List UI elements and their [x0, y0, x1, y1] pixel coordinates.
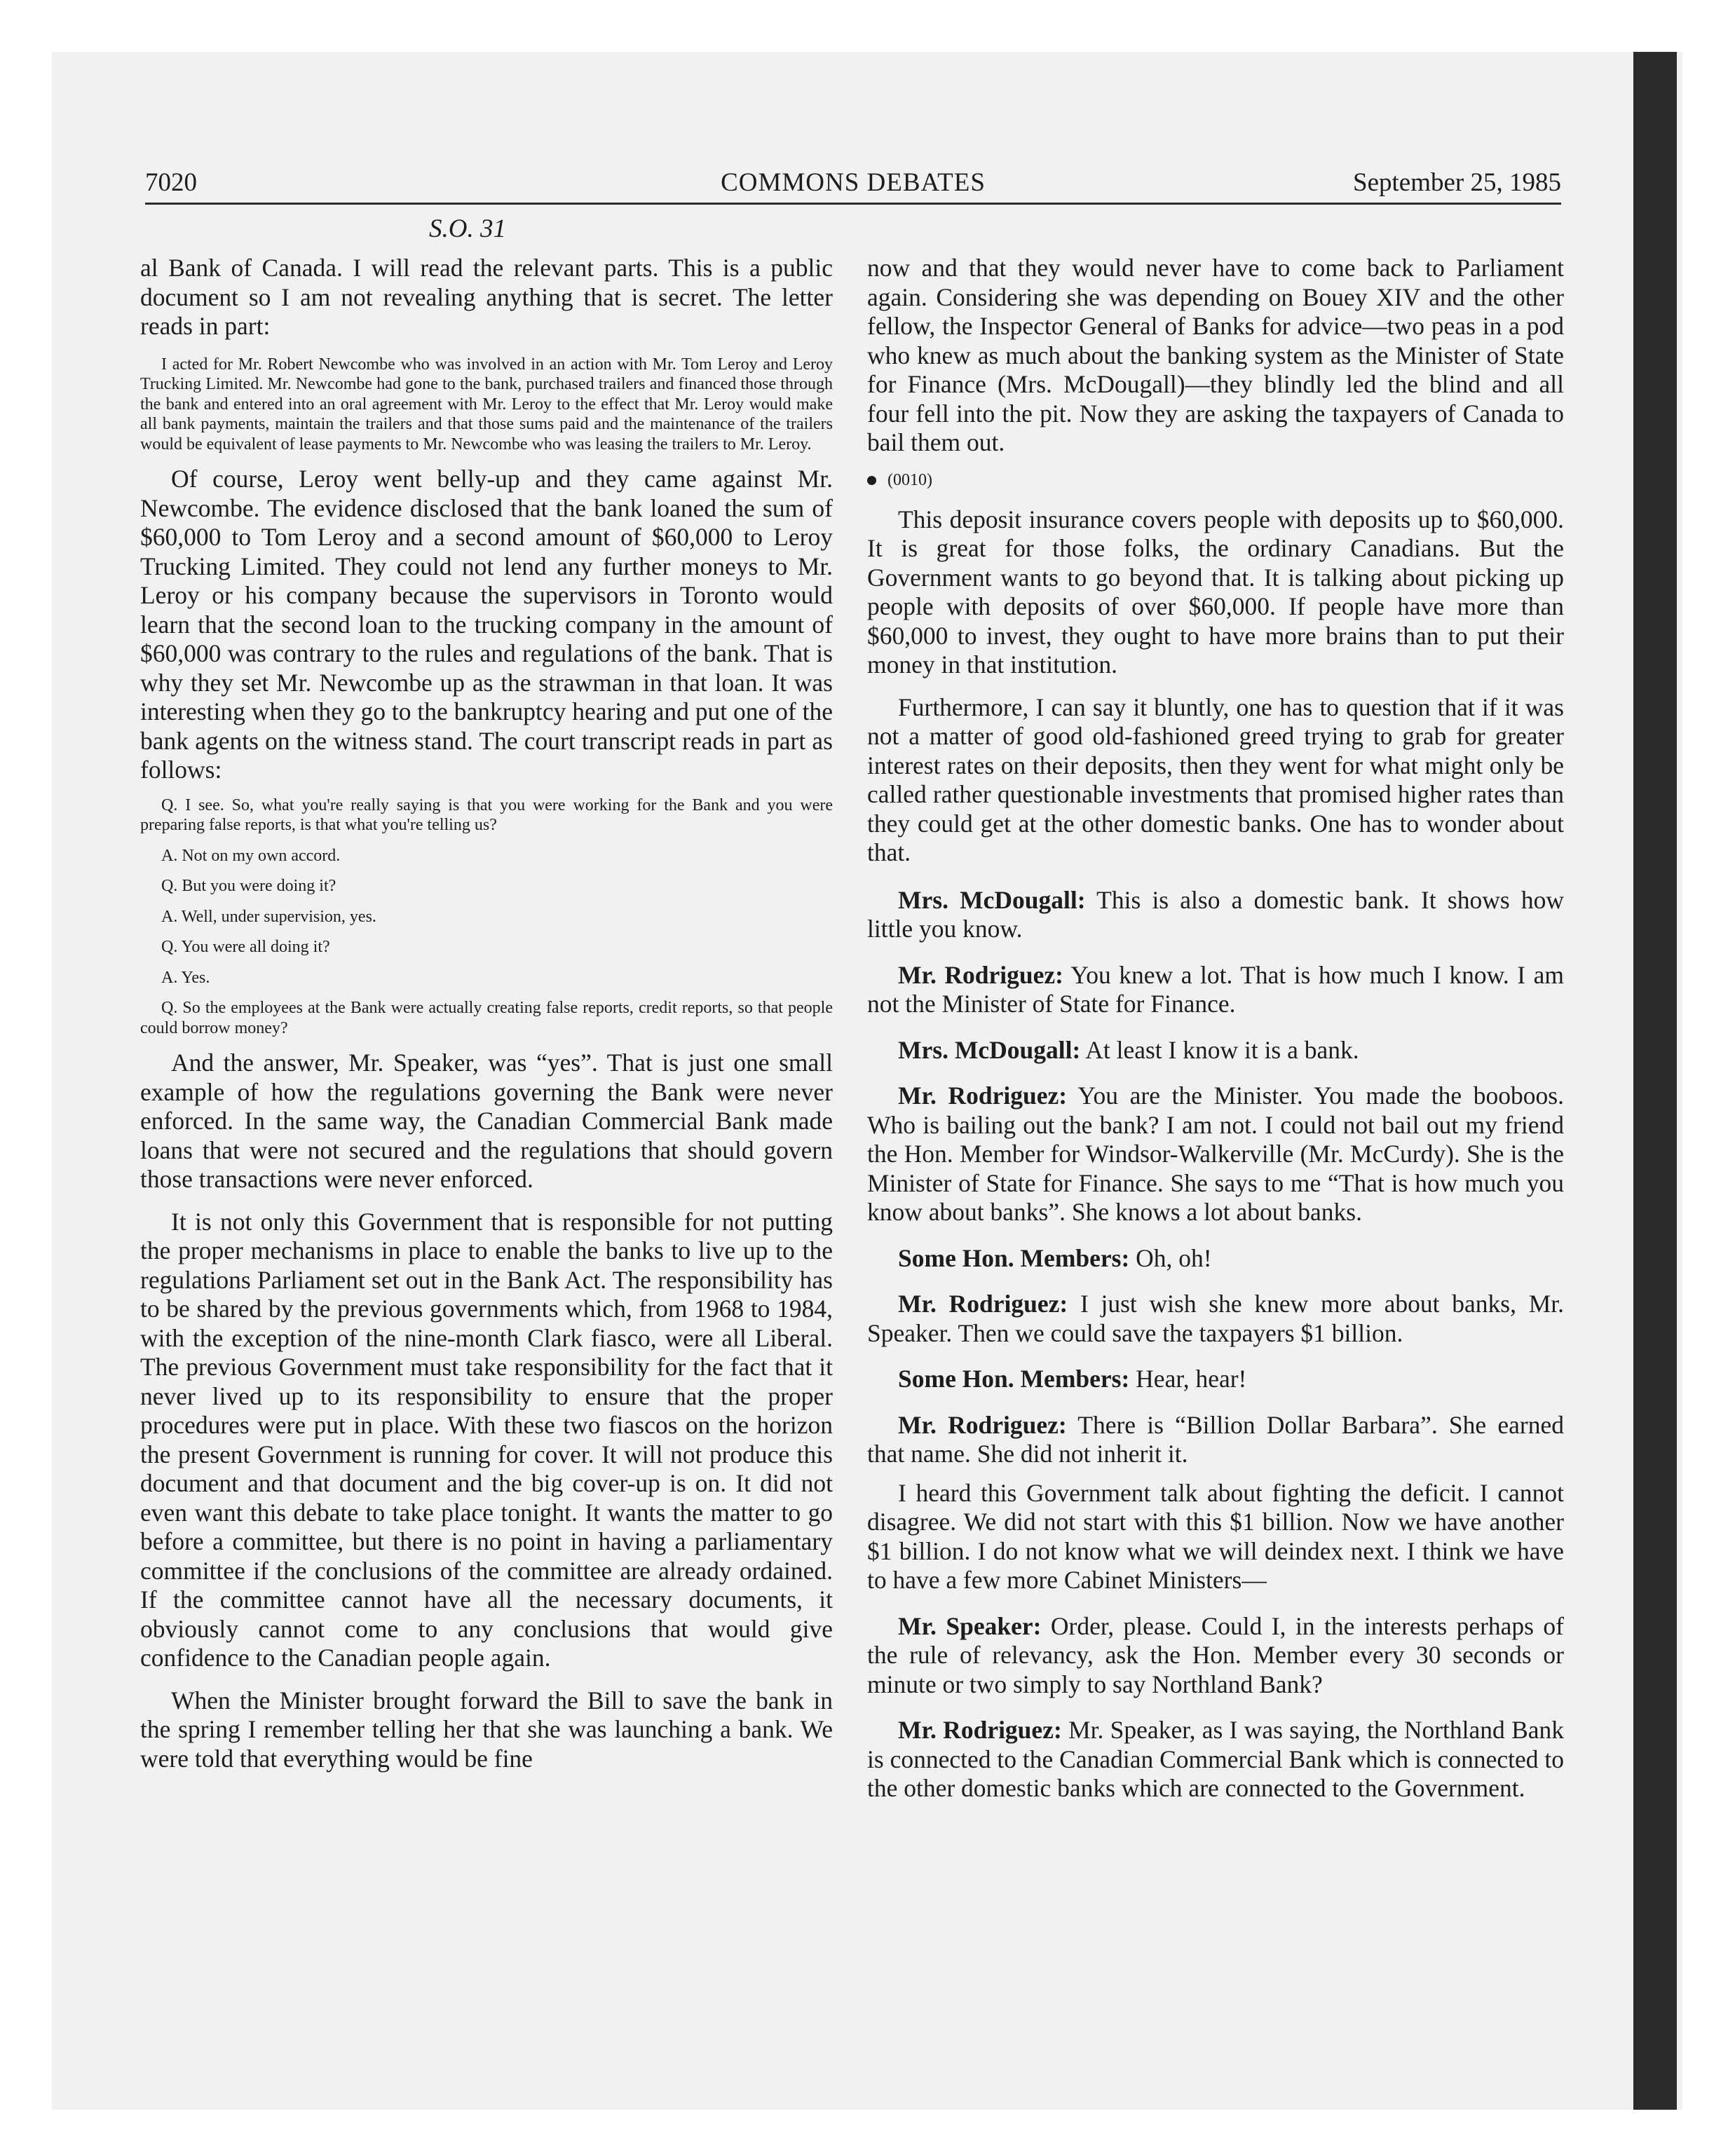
speaker-name: Mr. Rodriguez: [898, 960, 1063, 989]
speech-text: You knew a lot. That is how much I know. I am not the Minister of State for Finance. [867, 960, 1564, 1018]
transcript-line: Q. But you were doing it? [161, 877, 336, 895]
paragraph: It is not only this Government that is responsible for not putting the proper mechanisms in place to enable the banks to live up to the regulations Parliament set out in the Bank Act. The responsibility has to be shared by the previous governments which, from 1968 to 1984, with the exception of the nine-month Clark fiasco, were all Liberal. The previous Government must take responsibility for the fact that it never lived up to its responsibility to ensure that the proper procedures were put in place. With these two fiascos on the horizon the present Government is running for cover. It will not produce this document and that document and the big cover-up is on. It did not even want this debate to take place tonight. It wants the matter to go before a committee, but there is no point in having a parliamentary committee if the conclusions of the committee are already ordained. If the committee cannot have all the necessary documents, it obviously cannot come to any conclusions that would give confidence to the Canadian people again. [140, 1207, 833, 1672]
speaker-name: Mr. Rodriguez: [898, 1082, 1068, 1110]
paragraph: I heard this Government talk about fighting the deficit. I cannot disagree. We did not start with this $1 billion. Now we have another $1 billion. I do not know what we will deindex next. I think we have to have a few more Cabinet Ministers— [867, 1478, 1564, 1594]
speech [867, 1244, 1564, 1274]
letter-quote: I acted for Mr. Robert Newcombe who was involved in an action with Mr. Tom Leroy and Leroy Trucking Limited. Mr. Newcombe had gone to the bank, purchased trailers and financed those through the bank and entered into an oral agreement with Mr. Leroy to the effect that Mr. Leroy would make all bank payments, maintain the trailers and that those sums paid and the maintenance of the trailers would be equivalent of lease payments to Mr. Newcombe who was leasing the trailers to Mr. Leroy. [140, 355, 833, 453]
paragraph: This deposit insurance covers people with deposits up to $60,000. It is great for those folks, the ordinary Canadians. But the Government wants to go beyond that. It is talking about picking up people with deposits of over $60,000. If people have more than $60,000 to invest, they ought to have more brains than to put their money in that institution. [867, 505, 1564, 678]
page-header [145, 163, 1561, 205]
speech-text: Hear, hear! [1136, 1365, 1247, 1393]
speech [867, 1036, 1564, 1065]
time-marker [867, 471, 1564, 490]
speech-text: You are the Minister. You made the booboos. Who is bailing out the bank? I am not. I could not bail out my friend the Hon. Member for Windsor-Walkerville (Mr. McCurdy). She is the Minister of State for Finance. She says to me “That is how much you know about banks”. She knows a lot about banks. [867, 1082, 1564, 1226]
paragraph: al Bank of Canada. I will read the relevant parts. This is a public document so I am not revealing anything that is secret. The letter reads in part: [140, 254, 833, 340]
paragraph: And the answer, Mr. Speaker, was “yes”. That is just one small example of how the regulations governing the Bank were never enforced. In the same way, the Canadian Commercial Bank made loans that were not secured and the regulations that should govern those transactions were never enforced. [140, 1049, 833, 1193]
bullet-icon [867, 476, 876, 485]
speech-text: This is also a domestic bank. It shows how little you know. [867, 885, 1564, 943]
transcript-line: Q. You were all doing it? [161, 938, 330, 956]
left-column [140, 254, 833, 1787]
court-transcript [140, 796, 833, 1039]
speech [867, 886, 1564, 944]
paragraph: When the Minister brought forward the Bill to save the bank in the spring I remember telling her that she was launching a bank. We were told that everything would be fine [140, 1686, 833, 1773]
speech [867, 1082, 1564, 1227]
speech [867, 1716, 1564, 1803]
speech [867, 1290, 1564, 1348]
speaker-name: Mr. Speaker: [898, 1611, 1042, 1640]
transcript-line: A. Not on my own accord. [161, 846, 341, 865]
time-marker-label: (0010) [887, 470, 932, 489]
transcript-line: A. Well, under supervision, yes. [161, 907, 376, 926]
speaker-name: Mrs. McDougall: [898, 885, 1086, 914]
speaker-name: Mr. Rodriguez: [898, 1290, 1068, 1318]
transcript-line: A. Yes. [161, 968, 210, 987]
publication-title: COMMONS DEBATES [721, 168, 986, 197]
speech [867, 961, 1564, 1019]
speech [867, 1612, 1564, 1700]
speech [867, 1411, 1564, 1469]
page-number: 7020 [145, 168, 197, 197]
transcript-line: Q. I see. So, what you're really saying is that you were working for the Bank and you were preparing false reports, is that what you're telling us? [140, 796, 833, 834]
speaker-name: Some Hon. Members: [898, 1243, 1130, 1272]
speech-text: Oh, oh! [1136, 1243, 1212, 1272]
speech [867, 1365, 1564, 1394]
right-column [867, 254, 1564, 1820]
scan-edge-shadow [1633, 52, 1677, 2110]
speaker-name: Mr. Rodriguez: [898, 1716, 1062, 1744]
speech-text: At least I know it is a bank. [1085, 1035, 1359, 1064]
paragraph: Furthermore, I can say it bluntly, one has to question that if it was not a matter of good old-fashioned greed trying to grab for greater interest rates on their deposits, then they went for what might only be called rather questionable investments that promised higher rates than they could get at the other domestic banks. One has to wonder about that. [867, 692, 1564, 866]
speech-text: Mr. Speaker, as I was saying, the Northland Bank is connected to the Canadian Commercial Bank which is connected to the other domestic banks which are connected to the Government. [867, 1716, 1565, 1802]
page-date: September 25, 1985 [1353, 168, 1561, 197]
speech-text: I just wish she knew more about banks, Mr. Speaker. Then we could save the taxpayers $1 billion. [867, 1290, 1564, 1347]
section-label: S.O. 31 [429, 214, 506, 243]
speech-text: There is “Billion Dollar Barbara”. She earned that name. She did not inherit it. [867, 1410, 1564, 1468]
paragraph: Of course, Leroy went belly-up and they came against Mr. Newcombe. The evidence disclosed that the bank loaned the sum of $60,000 to Tom Leroy and a second amount of $60,000 to Leroy Trucking Limited. They could not lend any further moneys to Mr. Leroy or his company because the supervisors in Toronto would learn that the second loan to the trucking company in the amount of $60,000 was contrary to the rules and regulations of the bank. That is why they set Mr. Newcombe up as the strawman in that loan. It was interesting when they go to the bankruptcy hearing and put one of the bank agents on the witness stand. The court transcript reads in part as follows: [140, 465, 833, 784]
transcript-line: Q. So the employees at the Bank were actually creating false reports, credit reports, so that people could borrow money? [140, 999, 833, 1037]
speaker-name: Mrs. McDougall: [898, 1035, 1081, 1064]
speaker-name: Mr. Rodriguez: [898, 1410, 1067, 1439]
paragraph: now and that they would never have to come back to Parliament again. Considering she was depending on Bouey XIV and the other fellow, the Inspector General of Banks for advice—two peas in a pod who knew as much about the banking system as the Minister of State for Finance (Mrs. McDougall)—they blindly led the blind and all four fell into the pit. Now they are asking the taxpayers of Canada to bail them out. [867, 254, 1564, 456]
speaker-name: Some Hon. Members: [898, 1365, 1130, 1393]
speech-text: Order, please. Could I, in the interests perhaps of the rule of relevancy, ask the Hon. Member every 30 seconds or minute or two simply to say Northland Bank? [867, 1611, 1565, 1698]
